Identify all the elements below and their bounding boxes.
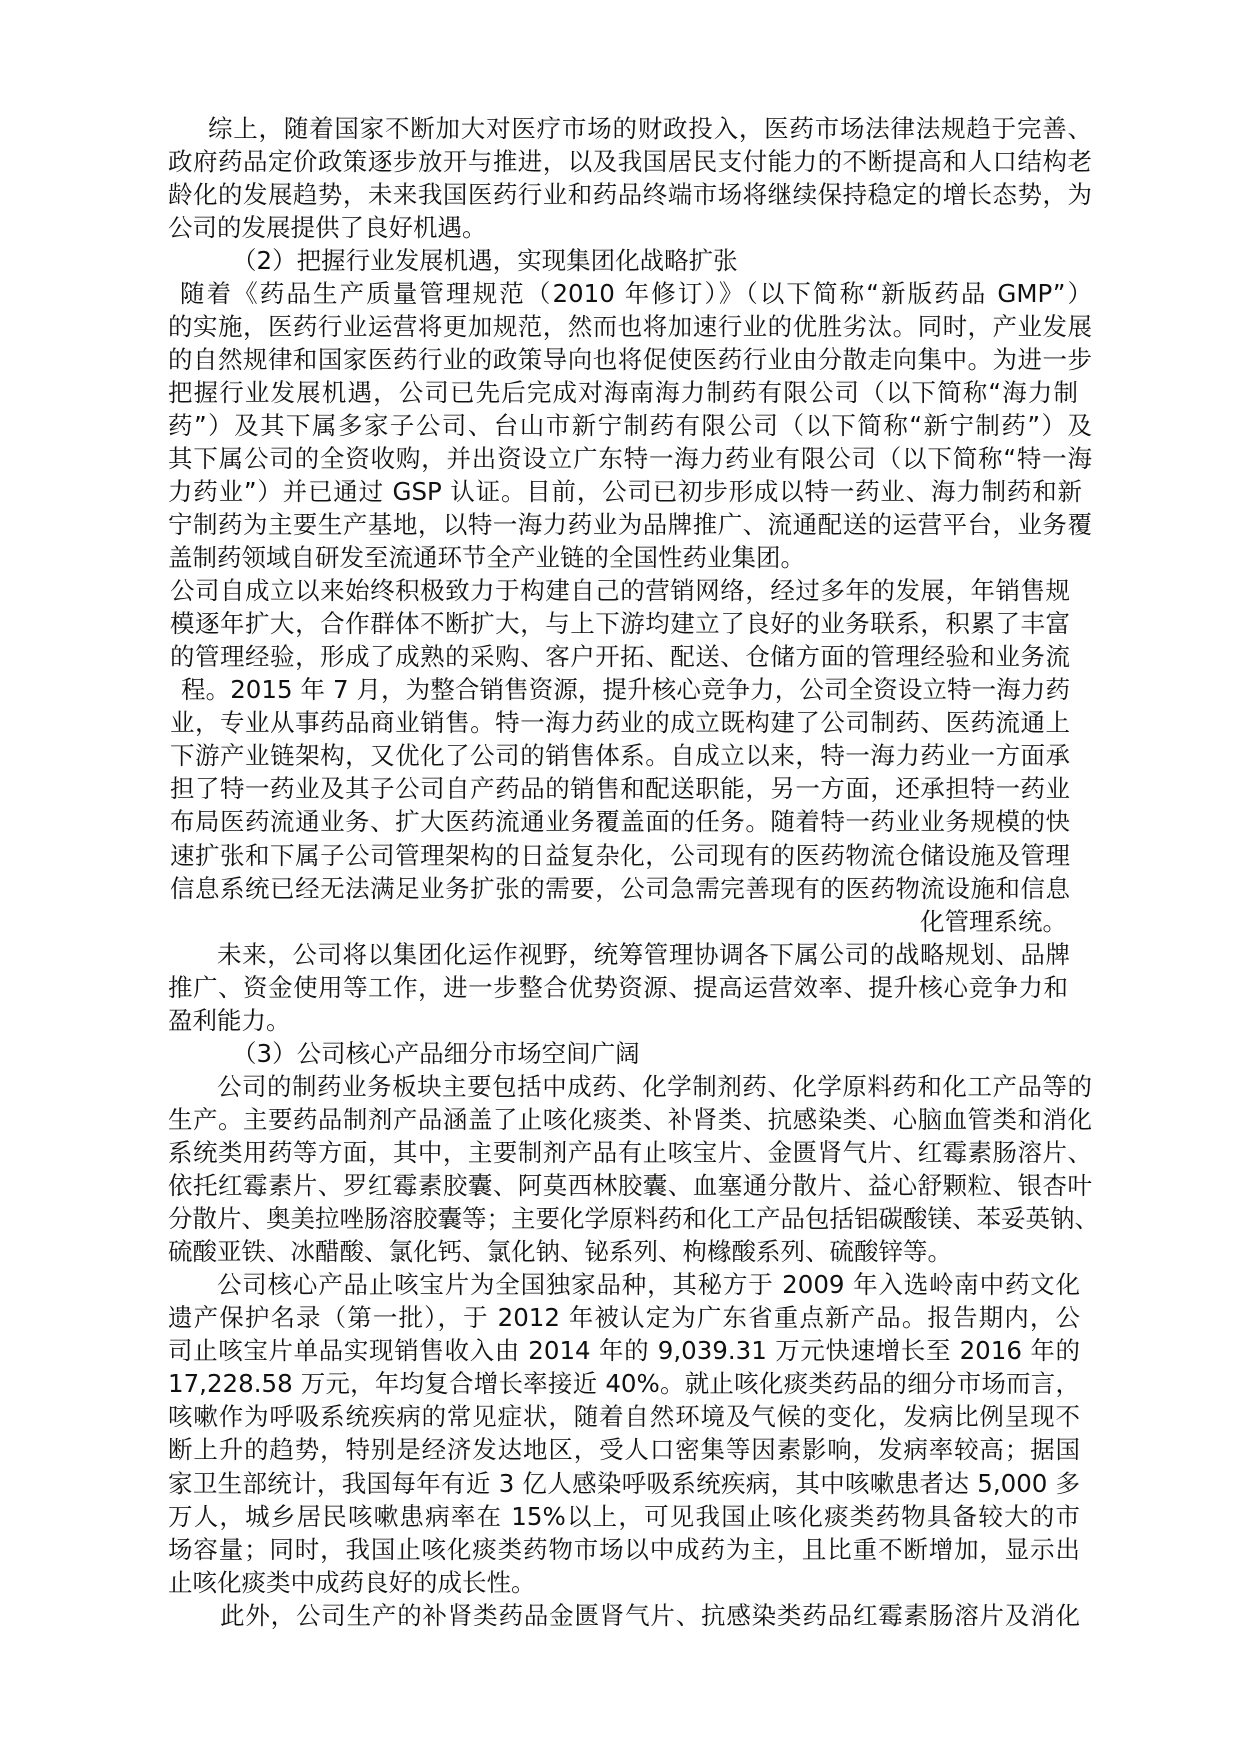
- text-line: 综上，随着国家不断加大对医疗市场的财政投入，医药市场法律法规趋于完善、: [208, 114, 1092, 143]
- text-line: 信息系统已经无法满足业务扩张的需要，公司急需完善现有的医药物流设施和信息: [170, 874, 1070, 903]
- text-line: 万人，城乡居民咳嗽患病率在 15%以上，可见我国止咳化痰类药物具备较大的市: [168, 1502, 1080, 1531]
- text-line: 力药业”）并已通过 GSP 认证。目前，公司已初步形成以特一药业、海力制药和新: [168, 477, 1082, 506]
- text-line: 化管理系统。: [920, 907, 1067, 936]
- text-line: 生产。主要药品制剂产品涵盖了止咳化痰类、补肾类、抗感染类、心脑血管类和消化: [168, 1105, 1092, 1134]
- text-line: 把握行业发展机遇，公司已先后完成对海南海力制药有限公司（以下简称“海力制: [168, 378, 1078, 407]
- text-line: 的实施，医药行业运营将更加规范，然而也将加速行业的优胜劣汰。同时，产业发展: [168, 312, 1092, 341]
- section-heading: （2）把握行业发展机遇，实现集团化战略扩张: [232, 246, 738, 275]
- text-line: 未来，公司将以集团化运作视野，统筹管理协调各下属公司的战略规划、品牌: [217, 940, 1070, 969]
- text-line: 公司的发展提供了良好机遇。: [168, 213, 487, 242]
- text-line: 政府药品定价政策逐步放开与推进，以及我国居民支付能力的不断提高和人口结构老: [168, 147, 1092, 176]
- text-line: 龄化的发展趋势，未来我国医药行业和药品终端市场将继续保持稳定的增长态势，为: [168, 180, 1092, 209]
- text-line: 公司的制药业务板块主要包括中成药、化学制剂药、化学原料药和化工产品等的: [217, 1072, 1092, 1101]
- text-line: 程。2015 年 7 月，为整合销售资源，提升核心竞争力，公司全资设立特一海力药: [181, 675, 1070, 704]
- text-line: 咳嗽作为呼吸系统疾病的常见症状，随着自然环境及气候的变化，发病比例呈现不: [168, 1402, 1080, 1431]
- text-line: 的自然规律和国家医药行业的政策导向也将促使医药行业由分散走向集中。为进一步: [168, 345, 1092, 374]
- text-line: 公司自成立以来始终积极致力于构建自己的营销网络，经过多年的发展，年销售规: [170, 576, 1070, 605]
- text-line: 场容量；同时，我国止咳化痰类药物市场以中成药为主，且比重不断增加，显示出: [168, 1535, 1080, 1564]
- text-line: 随着《药品生产质量管理规范（2010 年修订）》（以下简称“新版药品 GMP”）: [180, 279, 1092, 308]
- text-line: 其下属公司的全资收购，并出资设立广东特一海力药业有限公司（以下简称“特一海: [168, 444, 1092, 473]
- text-line: 的管理经验，形成了成熟的采购、客户开拓、配送、仓储方面的管理经验和业务流: [170, 642, 1070, 671]
- text-line: 盈利能力。: [168, 1006, 291, 1035]
- text-line: 硫酸亚铁、冰醋酸、氯化钙、氯化钠、铋系列、枸橼酸系列、硫酸锌等。: [168, 1237, 952, 1266]
- text-line: 遗产保护名录（第一批），于 2012 年被认定为广东省重点新产品。报告期内，公: [168, 1303, 1080, 1332]
- text-line: 公司核心产品止咳宝片为全国独家品种，其秘方于 2009 年入选岭南中药文化: [217, 1270, 1080, 1299]
- text-line: 系统类用药等方面，其中，主要制剂产品有止咳宝片、金匮肾气片、红霉素肠溶片、: [168, 1138, 1092, 1167]
- text-line: 家卫生部统计，我国每年有近 3 亿人感染呼吸系统疾病，其中咳嗽患者达 5,000 多: [168, 1469, 1080, 1498]
- text-line: 模逐年扩大，合作群体不断扩大，与上下游均建立了良好的业务联系，积累了丰富: [170, 609, 1070, 638]
- text-line: 分散片、奥美拉唑肠溶胶囊等；主要化学原料药和化工产品包括铝碳酸镁、苯妥英钠、: [168, 1204, 1099, 1233]
- text-line: 布局医药流通业务、扩大医药流通业务覆盖面的任务。随着特一药业业务规模的快: [170, 807, 1070, 836]
- text-line: 17,228.58 万元，年均复合增长率接近 40%。就止咳化痰类药品的细分市场而言，: [168, 1369, 1080, 1398]
- text-line: 司止咳宝片单品实现销售收入由 2014 年的 9,039.31 万元快速增长至 2016 年的: [168, 1336, 1080, 1365]
- text-line: 依托红霉素片、罗红霉素胶囊、阿莫西林胶囊、血塞通分散片、益心舒颗粒、银杏叶: [168, 1171, 1092, 1200]
- text-line: 推广、资金使用等工作，进一步整合优势资源、提高运营效率、提升核心竞争力和: [168, 973, 1068, 1002]
- text-line: 药”）及其下属多家子公司、台山市新宁制药有限公司（以下简称“新宁制药”）及: [168, 411, 1092, 440]
- text-line: 担了特一药业及其子公司自产药品的销售和配送职能，另一方面，还承担特一药业: [170, 774, 1070, 803]
- text-line: 速扩张和下属子公司管理架构的日益复杂化，公司现有的医药物流仓储设施及管理: [170, 841, 1070, 870]
- text-line: 宁制药为主要生产基地，以特一海力药业为品牌推广、流通配送的运营平台，业务覆: [168, 510, 1092, 539]
- text-line: 下游产业链架构，又优化了公司的销售体系。自成立以来，特一海力药业一方面承: [170, 741, 1070, 770]
- text-line: 断上升的趋势，特别是经济发达地区，受人口密集等因素影响，发病率较高；据国: [168, 1435, 1080, 1464]
- text-line: 止咳化痰类中成药良好的成长性。: [168, 1568, 536, 1597]
- text-line: 此外，公司生产的补肾类药品金匮肾气片、抗感染类药品红霉素肠溶片及消化: [220, 1601, 1080, 1630]
- section-heading: （3）公司核心产品细分市场空间广阔: [232, 1039, 640, 1068]
- text-line: 盖制药领域自研发至流通环节全产业链的全国性药业集团。: [168, 543, 805, 572]
- text-line: 业，专业从事药品商业销售。特一海力药业的成立既构建了公司制药、医药流通上: [170, 708, 1070, 737]
